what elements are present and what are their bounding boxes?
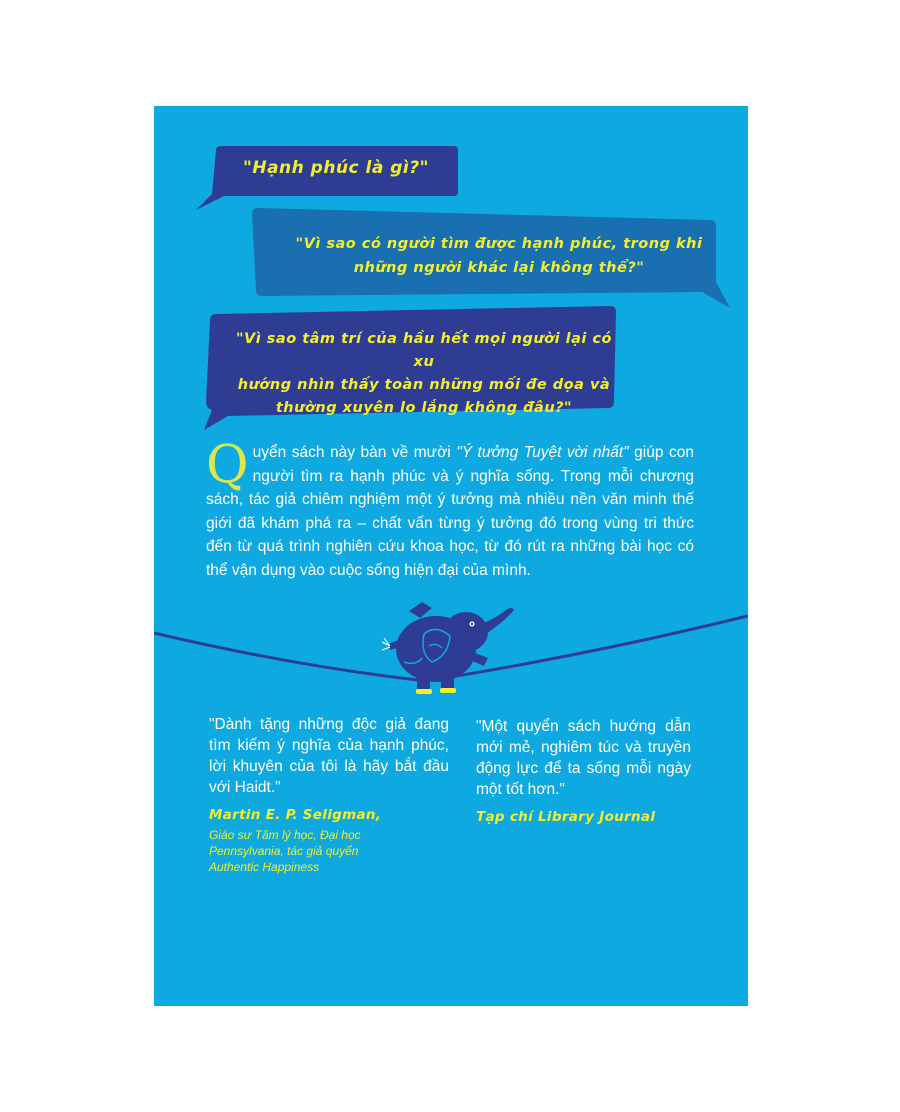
description-italic-phrase: "Ý tưởng Tuyệt vời nhất" xyxy=(456,444,629,461)
author-role-line-1: Giáo sư Tâm lý học, Đại học xyxy=(209,828,361,842)
speech-bubble-2-line-2: những người khác lại không thể?" xyxy=(353,260,645,276)
description-part-2: giúp con người tìm ra hạnh phúc và ý nghĩa sống. Trong mỗi chương sách, tác giả chiêm nghiệm một ý tưởng mà nhiều nền văn minh thế giới đã khám phá ra – chất vấn từng ý tưởng đó trong vùng tri thức đến từ quá trình nghiên cứu khoa học, từ đó rút ra những bài học có thể vận dụng vào cuộc sống hiện đại của mình. xyxy=(206,444,694,579)
speech-bubble-3-line-3: thường xuyên lo lắng không đâu?" xyxy=(275,400,573,416)
speech-bubble-3-line-1: "Vì sao tâm trí của hầu hết mọi người lại có xu xyxy=(236,331,612,370)
book-description xyxy=(206,435,694,582)
testimonial-author-role xyxy=(209,827,449,875)
testimonial-author: Martin E. P. Seligman, xyxy=(209,807,382,823)
speech-bubble-1-text: "Hạnh phúc là gì?" xyxy=(243,158,429,178)
testimonial-library-journal xyxy=(476,716,691,829)
testimonial-text: "Dành tặng những độc giả đang tìm kiếm ý nghĩa của hạnh phúc, lời khuyên của tôi là hãy bắt đầu với Haidt." xyxy=(209,716,449,796)
speech-bubble-1 xyxy=(196,146,458,210)
speech-bubble-2-line-1: "Vì sao có người tìm được hạnh phúc, trong khi xyxy=(295,236,703,252)
book-back-cover xyxy=(154,106,748,1006)
speech-bubble-3-line-2: hướng nhìn thấy toàn những mối đe dọa và xyxy=(237,377,611,393)
speech-bubble-3-text xyxy=(224,328,624,420)
author-role-line-3: Authentic Happiness xyxy=(209,860,320,874)
testimonial-text: "Một quyển sách hướng dẫn mới mẻ, nghiêm túc và truyền động lực để ta sống mỗi ngày một tốt hơn." xyxy=(476,718,691,798)
testimonial-seligman xyxy=(209,714,449,875)
drop-cap-letter: Q xyxy=(206,435,249,495)
author-role-line-2: Pennsylvania, tác giả quyển xyxy=(209,844,359,858)
testimonial-author: Tạp chí Library Journal xyxy=(476,809,656,825)
speech-bubble-2-text xyxy=(274,232,724,280)
description-part-1: uyển sách này bàn về mười xyxy=(252,444,457,461)
